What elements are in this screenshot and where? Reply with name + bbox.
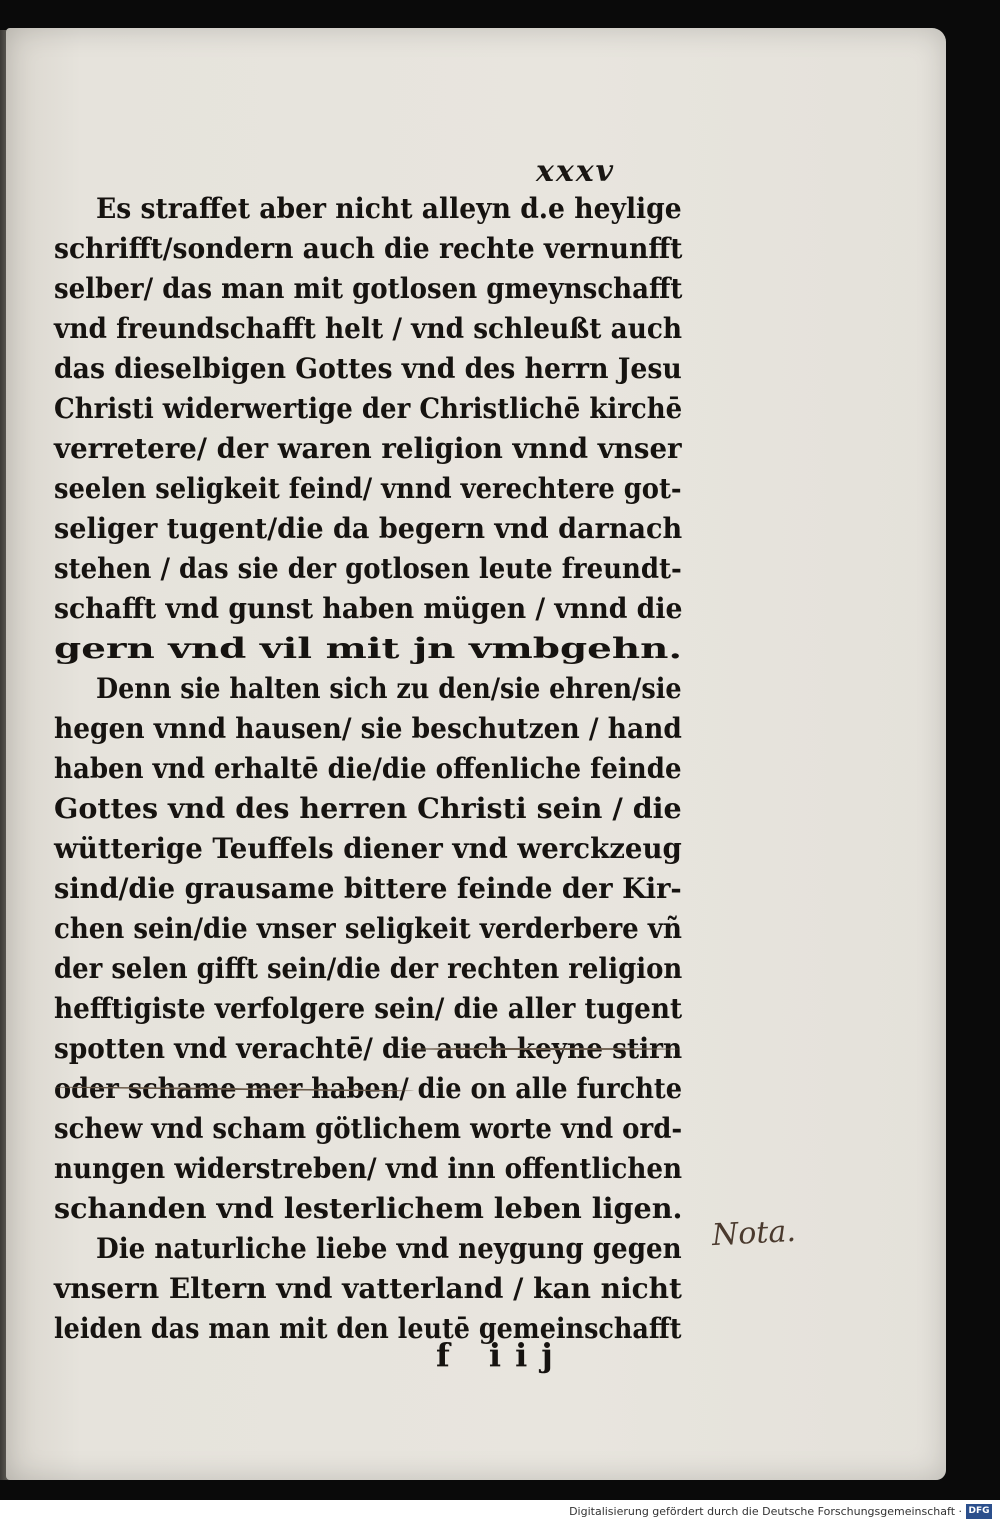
text-line-17: wütterige Teuffels diener vnd werckzeug: [54, 832, 682, 865]
text-line-10: stehen / das sie der gotlosen leute freundt-: [54, 552, 682, 585]
text-line-26: schanden vnd lesterlichem leben ligen.: [54, 1192, 683, 1225]
text-line-22: spotten vnd verachtē/ die auch keyne stirn: [54, 1032, 683, 1065]
text-line-2: schrifft/sondern auch die rechte vernunfft: [54, 232, 683, 265]
text-line-9: seliger tugent/die da begern vnd darnach: [54, 512, 683, 545]
footer-credit: Digitalisierung gefördert durch die Deutsche Forschungsgemeinschaft ·: [569, 1505, 962, 1518]
text-line-6: Christi widerwertige der Christlichē kirchē: [54, 392, 683, 425]
handwritten-underline: [398, 1048, 680, 1050]
text-line-8: seelen seligkeit feind/ vnnd verechtere got-: [54, 472, 682, 505]
text-line-19: chen sein/die vnser seligkeit verderbere vñ: [54, 912, 682, 945]
book-page: [6, 28, 946, 1480]
text-line-7: verretere/ der waren religion vnnd vnser: [54, 432, 682, 465]
text-line-25: nungen widerstreben/ vnd inn offentlichen: [54, 1152, 683, 1185]
text-line-20: der selen gifft sein/die der rechten religion: [54, 952, 683, 985]
text-line-11: schafft vnd gunst haben mügen / vnnd die: [54, 592, 683, 625]
text-line-18: sind/die grausame bittere feinde der Kir-: [54, 872, 682, 905]
text-line-23: oder schame mer haben/ die on alle furchte: [54, 1072, 683, 1105]
text-line-5: das dieselbigen Gottes vnd des herrn Jesu: [54, 352, 682, 385]
text-line-29: leiden das man mit den leutē gemeinschafft: [54, 1312, 682, 1345]
text-line-1: Es straffet aber nicht alleyn d.e heylige: [96, 192, 682, 225]
signature-mark: f iij: [436, 1336, 567, 1374]
footer-bar: [0, 1500, 1000, 1524]
text-line-4: vnd freundschafft helt / vnd schleußt auch: [54, 312, 683, 345]
margin-note: Nota.: [711, 1213, 797, 1254]
text-line-12: gern vnd vil mit jn vmbgehn.: [54, 632, 683, 665]
text-line-3: selber/ das man mit gotlosen gmeynschafft: [54, 272, 683, 305]
text-line-24: schew vnd scham götlichem worte vnd ord-: [54, 1112, 683, 1145]
text-line-21: hefftigiste verfolgere sein/ die aller tugent: [54, 992, 683, 1025]
text-line-16: Gottes vnd des herren Christi sein / die: [54, 792, 682, 825]
dfg-logo: DFG: [966, 1504, 992, 1519]
text-line-28: vnsern Eltern vnd vatterland / kan nicht: [54, 1272, 682, 1305]
text-line-14: hegen vnnd hausen/ sie beschutzen / hand: [54, 712, 682, 745]
folio-number: xxxv: [536, 154, 616, 189]
text-line-13: Denn sie halten sich zu den/sie ehren/sie: [96, 672, 682, 705]
text-line-27: Die naturliche liebe vnd neygung gegen: [96, 1232, 682, 1265]
text-line-15: haben vnd erhaltē die/die offenliche feinde: [54, 752, 682, 785]
